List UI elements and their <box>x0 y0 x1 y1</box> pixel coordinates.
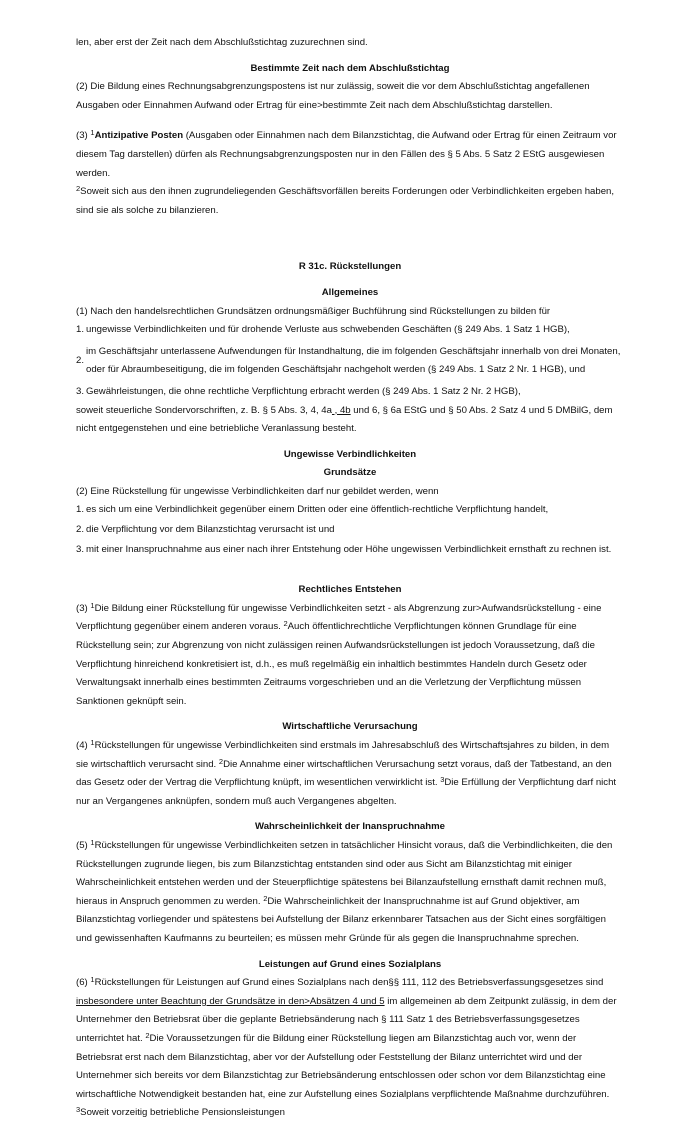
paragraph-3-antizipative: (3) $^1$Antizipative Posten (Ausgaben oder Einnahmen nach dem Bilanzstichtag, die Aufwand oder Ertrag für einen Zeitraum vor diesem Tag darstellen) dürfen als Rechnungsabgrenzungsposten nur in den Fällen des § 5 Abs. 5 Satz 2 EStG ausgewiesen werden. $^2$Soweit sich aus den ihnen zugrundeliegenden Geschäftsvorfällen bereits Forderungen oder Verbindlichkeiten ergeben haben, sind sie als solche zu bilanzieren. <box>76 128 617 216</box>
heading-rechtliches-entstehen: Rechtliches Entstehen <box>298 584 402 596</box>
paragraph-1-intro: (1) Nach den handelsrechtlichen Grundsätzen ordnungsmäßiger Buchführung sind Rückstellungen zu bilden für <box>76 305 551 317</box>
paragraph-2-intro: (2) Eine Rückstellung für ungewisse Verbindlichkeiten darf nur gebildet werden, wenn <box>76 485 439 497</box>
sentence-number: 1 <box>90 128 95 138</box>
sentence-number: 2 <box>283 619 288 629</box>
list-item: 3. mit einer Inanspruchnahme aus einer nach ihrer Entstehung oder Höhe ungewissen Verbindlichkeit ernsthaft zu rechnen ist. <box>76 543 612 555</box>
list-item: 3. Gewährleistungen, die ohne rechtliche Verpflichtung erbracht werden (§ 249 Abs. 1 Satz 2 Nr. 2 HGB), <box>76 385 521 397</box>
heading-allgemeines: Allgemeines <box>321 286 379 298</box>
paragraph-3-rechtliches: (3) $^1$Die Bildung einer Rückstellung für ungewisse Verbindlichkeiten setzt - als Abgrenzung zur>Aufwandsrückstellung - eine Verpflichtung gegenüber einem anderen voraus. $^2$Auch öffentlichrechtliche Verpflichtungen können Grundlage für eine Rückstellung sein; zur Abgrenzung von nicht zulässigen reinen Aufwandsrückstellungen ist jedoch Voraussetzung, daß die Verpflichtung hinreichend konkretisiert ist, d.h., es muß regelmäßig ein inhaltlich bestimmtes Handeln durch Gesetz oder Verwaltungsakt innerhalb eines bestimmten Zeitraums vorgeschrieben und an die Verletzung der Verpflichtung müssen Sanktionen geknüpft sein. <box>76 600 602 707</box>
paragraph-1-outro: soweit steuerliche Sondervorschriften, z. B. § 5 Abs. 3, 4, 4a , 4b und 6, § 6a EStG und § 50 Abs. 2 Satz 4 und 5 DMBilG, dem nicht entgegenstehen und eine betriebliche Veranlassung besteht. <box>76 404 613 435</box>
list-item: 2. im Geschäftsjahr unterlassene Aufwendungen für Instandhaltung, die im folgenden Geschäftsjahr innerhalb von drei Monaten, oder für Abraumbeseitigung, die im folgenden Geschäftsjahr nachgeholt werden (§ 249 Abs. 1 Satz 2 Nr. 1 HGB), und <box>76 345 621 376</box>
heading-wirtschaftliche-verursachung: Wirtschaftliche Verursachung <box>282 721 418 733</box>
list-rueckstellungen <box>76 321 624 401</box>
list-voraussetzungen <box>76 501 624 559</box>
sentence-number: 2 <box>76 184 81 194</box>
paragraph-6-sozialplan: (6) $^1$Rückstellungen für Leistungen auf Grund eines Sozialplans nach den§§ 111, 112 des Betriebsverfassungsgesetzes sind insbesondere unter Beachtung der Grundsätze in den>Absätzen 4 und 5 im allgemeinen ab dem Zeitpunkt zulässig, in dem der Unternehmer den Betriebsrat über die geplante Betriebsänderung nach § 111 Satz 1 des Betriebsverfassungsgesetzes unterrichtet hat. $^2$Die Voraussetzungen für die Bildung einer Rückstellung liegen am Bilanzstichtag auch vor, wenn der Betriebsrat erst nach dem Bilanzstichtag, aber vor der Aufstellung oder Feststellung der Bilanz unterrichtet wird und der Unternehmer sich bereits vor dem Bilanzstichtag zur Betriebsänderung entschlossen oder schon vor dem Bilanzstichtag eine wirtschaftliche Notwendigkeit bestanden hat, eine zur Aufstellung eines Sozialplans verpflichtende Maßnahme durchzuführen. $^3$Soweit vorzeitig betriebliche Pensionsleistungen <box>76 975 617 1119</box>
sentence-number: 2 <box>218 756 224 766</box>
heading-bestimmte-zeit: Bestimmte Zeit nach dem Abschlußstichtag <box>250 62 450 74</box>
sentence-number: 1 <box>90 600 95 610</box>
sentence-number: 2 <box>145 1030 150 1040</box>
continuation-line: len, aber erst der Zeit nach dem Abschlußstichtag zuzurechnen sind. <box>76 37 368 48</box>
heading-sozialplan: Leistungen auf Grund eines Sozialplans <box>258 958 442 970</box>
heading-ungewisse-verbindlichkeiten: Ungewisse Verbindlichkeiten <box>283 448 417 460</box>
sentence-number: 3 <box>76 1105 81 1115</box>
list-item: 2. die Verpflichtung vor dem Bilanzstichtag verursacht ist und <box>76 524 335 536</box>
paragraph-4-wirtschaftliche: (4) $^1$Rückstellungen für ungewisse Verbindlichkeiten sind erstmals im Jahresabschluß des Wirtschaftsjahres zu bilden, in dem sie wirtschaftlich verursacht sind. $^2$Die Annahme einer wirtschaftlichen Verursachung setzt voraus, daß der Tatbestand, an den das Gesetz oder der Vertrag die Verpflichtung knüpft, im wesentlichen verwirklicht ist. $^3$Die Erfüllung der Verpflichtung darf nicht nur an Vergangenes anknüpfen, sondern muß auch Vergangenes abgelten. <box>76 738 617 807</box>
section-title-r31c: R 31c. Rückstellungen <box>298 261 402 273</box>
paragraph-2-rap: (2) Die Bildung eines Rechnungsabgrenzungspostens ist nur zulässig, soweit die vor dem Abschlußstichtag angefallenen Ausgaben oder Einnahmen Aufwand oder Ertrag für eine>bestimmte Zeit nach dem Abschlußstichtag darstellen. <box>76 81 590 111</box>
sentence-number: 1 <box>90 975 95 985</box>
heading-wahrscheinlichkeit: Wahrscheinlichkeit der Inanspruchnahme <box>255 821 445 833</box>
sentence-number: 3 <box>440 775 445 785</box>
link-absaetze-4-und-5[interactable]: insbesondere unter Beachtung der Grundsätze in den>Absätzen 4 und 5 <box>76 995 385 1007</box>
list-item: 1. es sich um eine Verbindlichkeit gegenüber einem Dritten oder eine öffentlich-rechtliche Verpflichtung handelt, <box>76 504 549 516</box>
list-item: 1. ungewisse Verbindlichkeiten und für drohende Verluste aus schwebenden Geschäften (§ 249 Abs. 1 Satz 1 HGB), <box>76 324 570 336</box>
sentence-number: 1 <box>90 738 95 747</box>
sentence-number: 1 <box>90 837 95 847</box>
paragraph-5-wahrscheinlichkeit: (5) $^1$Rückstellungen für ungewisse Verbindlichkeiten setzen in tatsächlicher Hinsicht voraus, daß die Verbindlichkeiten, die den Rückstellungen zugrunde liegen, bis zum Bilanzstichtag entstanden sind oder aus Sicht am Bilanzstichtag mit einiger Wahrscheinlichkeit entstehen werden und der Steuerpflichtige spätestens bei Bilanzaufstellung ernsthaft damit rechnen muß, hieraus in Anspruch genommen zu werden. $^2$Die Wahrscheinlichkeit der Inanspruchnahme ist auf Grund objektiver, am Bilanzstichtag vorliegender und spätestens bei Aufstellung der Bilanz erkennbarer Tatsachen aus der Sicht eines sorgfältigen und gewissenhaften Kaufmanns zu beurteilen; es müssen mehr Gründe für als gegen die Inanspruchnahme sprechen. <box>76 837 613 944</box>
link-4b[interactable]: , 4b <box>331 404 351 416</box>
heading-grundsaetze: Grundsätze <box>323 467 377 479</box>
sentence-number: 2 <box>263 893 268 903</box>
term-antizipative-posten: Antizipative Posten <box>94 130 184 142</box>
